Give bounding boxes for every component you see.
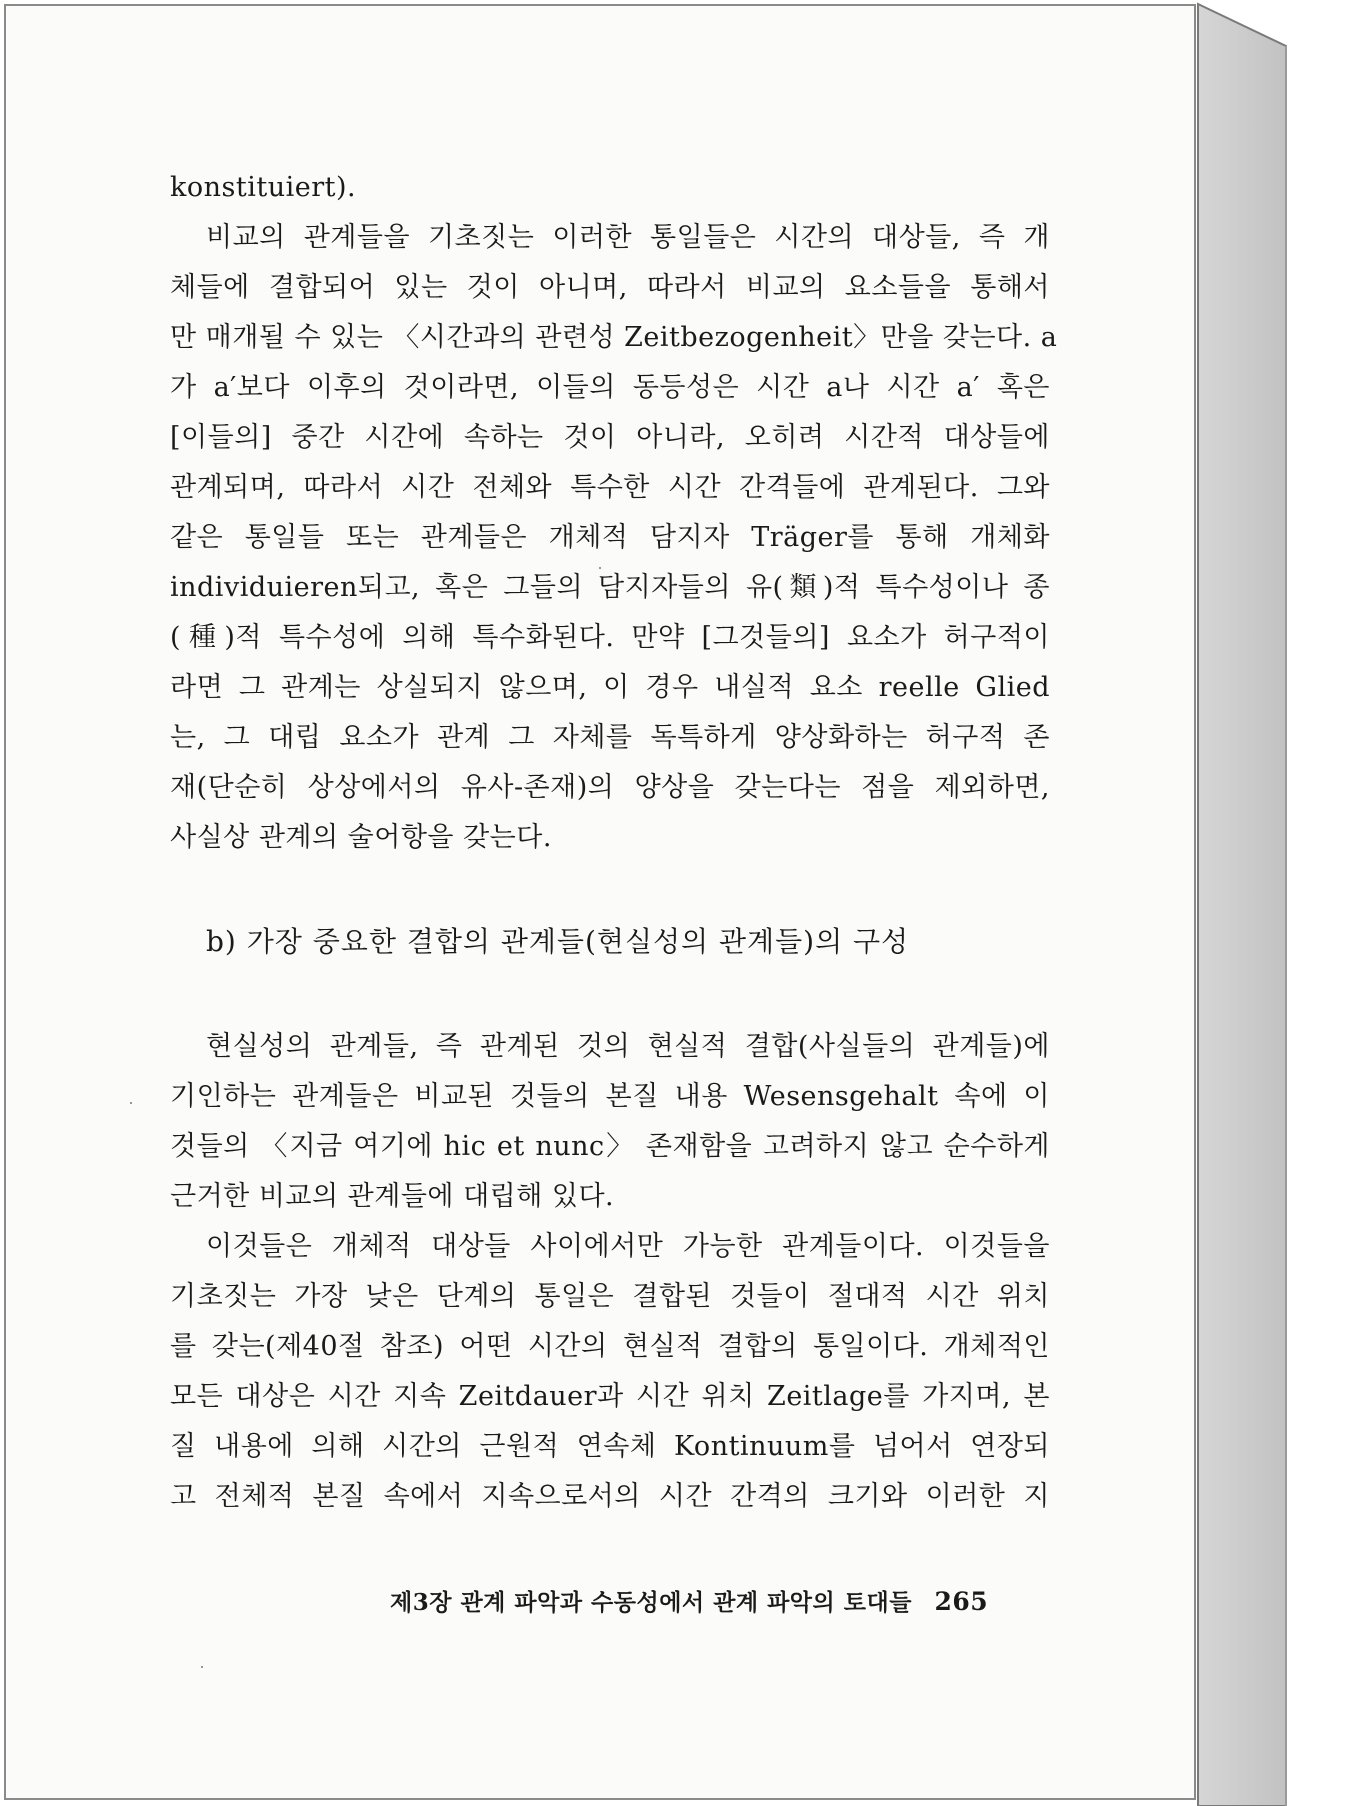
section-heading: b) 가장 중요한 결합의 관계들(현실성의 관계들)의 구성 [206,925,910,958]
text-line: 기인하는 관계들은 비교된 것들의 본질 내용 Wesensgehalt 속에 이 [170,1081,1050,1112]
text-line: 이것들은 개체적 대상들 사이에서만 가능한 관계들이다. 이것들을 [206,1231,1050,1262]
text-line: individuieren되고, 혹은 그들의 담지자들의 유(類)적 특수성이나 종 [170,572,1050,603]
text-line: 체들에 결합되어 있는 것이 아니며, 따라서 비교의 요소들을 통해서 [170,272,1050,303]
text-line: 라면 그 관계는 상실되지 않으며, 이 경우 내실적 요소 reelle Glied [170,672,1050,703]
text-line: 기초짓는 가장 낮은 단계의 통일은 결합된 것들이 절대적 시간 위치 [170,1281,1050,1312]
text-line: 관계되며, 따라서 시간 전체와 특수한 시간 간격들에 관계된다. 그와 [170,472,1050,503]
page-number: 265 [934,1587,989,1616]
text-line: 같은 통일들 또는 관계들은 개체적 담지자 Träger를 통해 개체화 [170,522,1050,553]
scan-speck [201,1666,203,1668]
book-spine [1196,0,1345,1806]
text-line: 사실상 관계의 술어항을 갖는다. [170,822,552,853]
text-line: 현실성의 관계들, 즉 관계된 것의 현실적 결합(사실들의 관계들)에 [206,1031,1050,1062]
text-line: 모든 대상은 시간 지속 Zeitdauer과 시간 위치 Zeitlage를 가지며, 본 [170,1381,1050,1412]
text-line: 는, 그 대립 요소가 관계 그 자체를 독특하게 양상화하는 허구적 존 [170,722,1050,753]
scan-speck [130,1102,132,1104]
page-footer [390,1584,988,1617]
text-line: konstituiert). [170,172,357,203]
paragraph-1 [170,163,1058,863]
paragraph-2 [170,1022,1050,1522]
running-title: 제3장 관계 파악과 수동성에서 관계 파악의 토대들 [390,1589,912,1616]
text-line: 비교의 관계들을 기초짓는 이러한 통일들은 시간의 대상들, 즉 개 [206,222,1050,253]
text-line: [이들의] 중간 시간에 속하는 것이 아니라, 오히려 시간적 대상들에 [170,422,1050,453]
text-line: 것들의 〈지금 여기에 hic et nunc〉 존재함을 고려하지 않고 순수하게 [170,1131,1050,1162]
text-line: 가 a′보다 이후의 것이라면, 이들의 동등성은 시간 a나 시간 a′ 혹은 [170,372,1050,403]
text-line: 를 갖는(제40절 참조) 어떤 시간의 현실적 결합의 통일이다. 개체적인 [170,1331,1050,1362]
text-line: 재(단순히 상상에서의 유사-존재)의 양상을 갖는다는 점을 제외하면, [170,772,1050,803]
text-line: 근거한 비교의 관계들에 대립해 있다. [170,1181,615,1212]
text-line: 만 매개될 수 있는 〈시간과의 관련성 Zeitbezogenheit〉만을 갖는다. a [170,322,1058,353]
text-line: (種)적 특수성에 의해 특수화된다. 만약 [그것들의] 요소가 허구적이 [170,622,1050,653]
text-line: 고 전체적 본질 속에서 지속으로서의 시간 간격의 크기와 이러한 지 [170,1481,1050,1512]
text-line: 질 내용에 의해 시간의 근원적 연속체 Kontinuum를 넘어서 연장되 [170,1431,1050,1462]
